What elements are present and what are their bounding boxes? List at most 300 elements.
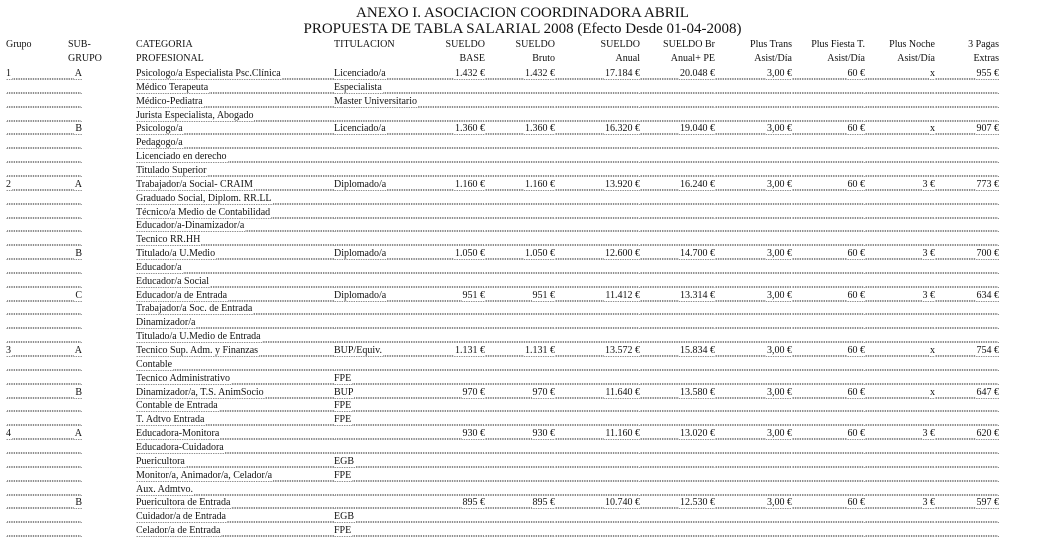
cell-categoria: T. Adtvo Entrada <box>136 413 334 427</box>
cell-pagas-extras <box>935 109 999 123</box>
cell-plus-fiesta <box>792 510 865 524</box>
cell-categoria: Educadora-Cuidadora <box>136 441 334 455</box>
cell-sueldo-anual-pe: 13.580 € <box>640 386 715 400</box>
table-row <box>0 441 1045 455</box>
cell-plus-noche: x <box>865 344 935 358</box>
cell-sueldo-anual: 13.572 € <box>555 344 640 358</box>
cell-plus-trans <box>715 483 792 497</box>
cell-sueldo-anual: 11.160 € <box>555 427 640 441</box>
cell-plus-noche <box>865 275 935 289</box>
cell-sueldo-base: 930 € <box>425 427 485 441</box>
cell-categoria: Educador/a de Entrada <box>136 289 334 303</box>
cell-pagas-extras: 955 € <box>935 67 999 81</box>
document-title: ANEXO I. ASOCIACION COORDINADORA ABRIL <box>356 5 689 21</box>
cell-categoria: Psicologo/a Especialista Psc.Clínica <box>136 67 334 81</box>
cell-plus-fiesta: 60 € <box>792 496 865 510</box>
cell-plus-trans <box>715 192 792 206</box>
cell-sueldo-bruto: 930 € <box>485 427 555 441</box>
cell-categoria: Psicologo/a <box>136 122 334 136</box>
cell-grupo <box>6 81 68 95</box>
cell-titulacion <box>334 358 425 372</box>
cell-titulacion: BUP/Equiv. <box>334 344 425 358</box>
table-row <box>0 316 1045 330</box>
cell-sueldo-base: 1.131 € <box>425 344 485 358</box>
cell-sueldo-bruto <box>485 441 555 455</box>
cell-subgrupo <box>68 233 82 247</box>
cell-pagas-extras <box>935 399 999 413</box>
cell-pagas-extras <box>935 302 999 316</box>
cell-sueldo-anual-pe <box>640 150 715 164</box>
table-row <box>0 455 1045 469</box>
cell-sueldo-bruto <box>485 192 555 206</box>
cell-plus-trans <box>715 233 792 247</box>
table-row <box>0 219 1045 233</box>
cell-grupo: 1 <box>6 67 68 81</box>
cell-sueldo-base <box>425 399 485 413</box>
cell-pagas-extras <box>935 316 999 330</box>
cell-pagas-extras: 647 € <box>935 386 999 400</box>
cell-pagas-extras <box>935 330 999 344</box>
table-row <box>0 136 1045 150</box>
table-row <box>0 247 1045 261</box>
cell-sueldo-anual <box>555 399 640 413</box>
cell-plus-fiesta <box>792 81 865 95</box>
cell-sueldo-anual-pe <box>640 192 715 206</box>
cell-pagas-extras <box>935 95 999 109</box>
cell-grupo <box>6 413 68 427</box>
cell-sueldo-anual <box>555 206 640 220</box>
table-row <box>0 122 1045 136</box>
cell-pagas-extras <box>935 233 999 247</box>
cell-sueldo-base <box>425 192 485 206</box>
cell-grupo <box>6 275 68 289</box>
cell-sueldo-base <box>425 81 485 95</box>
cell-plus-trans <box>715 510 792 524</box>
cell-subgrupo <box>68 261 82 275</box>
header-plus-noche: Plus Noche Asist/Día <box>889 39 935 64</box>
cell-sueldo-bruto <box>485 413 555 427</box>
cell-sueldo-anual-pe: 14.700 € <box>640 247 715 261</box>
cell-sueldo-bruto <box>485 510 555 524</box>
cell-grupo <box>6 524 68 538</box>
cell-plus-noche: 3 € <box>865 496 935 510</box>
cell-grupo <box>6 358 68 372</box>
cell-subgrupo <box>68 330 82 344</box>
cell-sueldo-anual-pe <box>640 261 715 275</box>
cell-sueldo-anual-pe <box>640 455 715 469</box>
cell-subgrupo: B <box>68 247 82 261</box>
cell-titulacion: BUP <box>334 386 425 400</box>
cell-sueldo-anual <box>555 316 640 330</box>
cell-plus-trans <box>715 109 792 123</box>
cell-sueldo-base <box>425 316 485 330</box>
table-row <box>0 261 1045 275</box>
cell-plus-trans <box>715 358 792 372</box>
cell-titulacion <box>334 150 425 164</box>
cell-sueldo-base <box>425 109 485 123</box>
cell-grupo <box>6 386 68 400</box>
cell-sueldo-anual-pe <box>640 219 715 233</box>
cell-plus-trans: 3,00 € <box>715 289 792 303</box>
cell-sueldo-anual-pe <box>640 206 715 220</box>
cell-pagas-extras <box>935 206 999 220</box>
cell-grupo <box>6 330 68 344</box>
cell-plus-noche: 3 € <box>865 289 935 303</box>
cell-plus-trans <box>715 302 792 316</box>
cell-grupo: 2 <box>6 178 68 192</box>
cell-subgrupo: C <box>68 289 82 303</box>
cell-subgrupo <box>68 109 82 123</box>
cell-sueldo-base: 1.432 € <box>425 67 485 81</box>
cell-sueldo-anual: 11.640 € <box>555 386 640 400</box>
cell-subgrupo <box>68 455 82 469</box>
cell-subgrupo <box>68 399 82 413</box>
cell-sueldo-base <box>425 206 485 220</box>
cell-titulacion <box>334 483 425 497</box>
cell-sueldo-bruto <box>485 206 555 220</box>
cell-categoria: Titulado/a U.Medio de Entrada <box>136 330 334 344</box>
cell-sueldo-anual-pe <box>640 524 715 538</box>
cell-sueldo-anual <box>555 413 640 427</box>
cell-grupo <box>6 164 68 178</box>
cell-sueldo-bruto <box>485 81 555 95</box>
cell-categoria: Trabajador/a Soc. de Entrada <box>136 302 334 316</box>
cell-sueldo-anual <box>555 524 640 538</box>
cell-titulacion: FPE <box>334 399 425 413</box>
cell-plus-trans <box>715 150 792 164</box>
cell-plus-fiesta <box>792 455 865 469</box>
cell-plus-trans <box>715 455 792 469</box>
cell-sueldo-anual-pe <box>640 109 715 123</box>
cell-sueldo-anual-pe <box>640 483 715 497</box>
cell-grupo <box>6 150 68 164</box>
cell-subgrupo <box>68 150 82 164</box>
cell-sueldo-bruto <box>485 136 555 150</box>
cell-subgrupo: A <box>68 67 82 81</box>
table-row <box>0 496 1045 510</box>
cell-grupo <box>6 136 68 150</box>
cell-sueldo-base: 895 € <box>425 496 485 510</box>
cell-sueldo-base: 951 € <box>425 289 485 303</box>
cell-titulacion <box>334 261 425 275</box>
cell-subgrupo <box>68 441 82 455</box>
cell-plus-noche: 3 € <box>865 247 935 261</box>
cell-pagas-extras <box>935 441 999 455</box>
cell-pagas-extras: 634 € <box>935 289 999 303</box>
cell-sueldo-anual: 16.320 € <box>555 122 640 136</box>
document-subtitle: PROPUESTA DE TABLA SALARIAL 2008 (Efecto Desde 01-04-2008) <box>303 21 742 37</box>
cell-grupo <box>6 261 68 275</box>
cell-grupo <box>6 455 68 469</box>
cell-sueldo-anual <box>555 109 640 123</box>
cell-sueldo-base <box>425 136 485 150</box>
cell-titulacion <box>334 316 425 330</box>
cell-plus-noche <box>865 109 935 123</box>
cell-plus-trans <box>715 441 792 455</box>
cell-plus-trans <box>715 275 792 289</box>
cell-categoria: Aux. Admtvo. <box>136 483 334 497</box>
cell-sueldo-anual <box>555 275 640 289</box>
table-row <box>0 109 1045 123</box>
cell-plus-fiesta <box>792 150 865 164</box>
cell-sueldo-anual-pe <box>640 399 715 413</box>
cell-categoria: Graduado Social, Diplom. RR.LL <box>136 192 334 206</box>
cell-plus-trans <box>715 524 792 538</box>
cell-pagas-extras <box>935 261 999 275</box>
cell-sueldo-anual-pe: 16.240 € <box>640 178 715 192</box>
cell-titulacion <box>334 136 425 150</box>
cell-plus-noche: 3 € <box>865 427 935 441</box>
cell-pagas-extras <box>935 413 999 427</box>
cell-sueldo-bruto <box>485 109 555 123</box>
cell-sueldo-anual-pe <box>640 302 715 316</box>
cell-subgrupo <box>68 358 82 372</box>
cell-pagas-extras <box>935 136 999 150</box>
cell-plus-trans <box>715 316 792 330</box>
cell-plus-noche <box>865 524 935 538</box>
cell-sueldo-anual <box>555 302 640 316</box>
cell-sueldo-anual <box>555 192 640 206</box>
cell-sueldo-anual-pe <box>640 469 715 483</box>
cell-plus-trans <box>715 206 792 220</box>
cell-grupo <box>6 302 68 316</box>
table-row <box>0 192 1045 206</box>
cell-plus-noche <box>865 150 935 164</box>
cell-sueldo-anual-pe: 13.314 € <box>640 289 715 303</box>
table-row <box>0 469 1045 483</box>
header-pagas-extras: 3 Pagas Extras <box>968 39 999 64</box>
cell-sueldo-bruto <box>485 95 555 109</box>
cell-sueldo-base: 970 € <box>425 386 485 400</box>
cell-plus-noche <box>865 206 935 220</box>
cell-plus-noche <box>865 316 935 330</box>
cell-pagas-extras: 754 € <box>935 344 999 358</box>
cell-subgrupo: B <box>68 496 82 510</box>
cell-categoria: Celador/a de Entrada <box>136 524 334 538</box>
header-sueldo-br-anual-pe: SUELDO Br Anual+ PE <box>663 39 715 64</box>
cell-sueldo-bruto <box>485 399 555 413</box>
table-row <box>0 358 1045 372</box>
cell-sueldo-base: 1.050 € <box>425 247 485 261</box>
cell-categoria: Médico-Pediatra <box>136 95 334 109</box>
cell-sueldo-anual-pe: 15.834 € <box>640 344 715 358</box>
cell-sueldo-anual <box>555 330 640 344</box>
cell-sueldo-anual <box>555 81 640 95</box>
cell-plus-trans <box>715 399 792 413</box>
cell-plus-trans: 3,00 € <box>715 67 792 81</box>
cell-subgrupo <box>68 81 82 95</box>
cell-categoria: Tecnico Administrativo <box>136 372 334 386</box>
cell-sueldo-anual <box>555 233 640 247</box>
cell-titulacion: Diplomado/a <box>334 178 425 192</box>
cell-sueldo-anual <box>555 455 640 469</box>
cell-plus-fiesta <box>792 192 865 206</box>
cell-plus-noche <box>865 302 935 316</box>
table-row <box>0 302 1045 316</box>
cell-sueldo-anual: 10.740 € <box>555 496 640 510</box>
cell-plus-noche <box>865 399 935 413</box>
cell-sueldo-bruto: 1.432 € <box>485 67 555 81</box>
cell-grupo <box>6 122 68 136</box>
cell-sueldo-base <box>425 510 485 524</box>
cell-sueldo-bruto <box>485 233 555 247</box>
cell-sueldo-anual <box>555 372 640 386</box>
cell-subgrupo <box>68 95 82 109</box>
cell-subgrupo: B <box>68 122 82 136</box>
cell-sueldo-anual-pe <box>640 413 715 427</box>
table-row <box>0 386 1045 400</box>
cell-sueldo-anual: 13.920 € <box>555 178 640 192</box>
cell-sueldo-bruto <box>485 302 555 316</box>
table-row <box>0 81 1045 95</box>
cell-pagas-extras <box>935 219 999 233</box>
cell-pagas-extras <box>935 192 999 206</box>
cell-categoria: Puericultora <box>136 455 334 469</box>
cell-sueldo-base <box>425 150 485 164</box>
cell-subgrupo <box>68 206 82 220</box>
cell-plus-fiesta <box>792 330 865 344</box>
cell-plus-trans <box>715 81 792 95</box>
cell-sueldo-base: 1.360 € <box>425 122 485 136</box>
cell-plus-fiesta <box>792 233 865 247</box>
cell-sueldo-base <box>425 95 485 109</box>
cell-sueldo-base: 1.160 € <box>425 178 485 192</box>
cell-categoria: Titulado Superior <box>136 164 334 178</box>
cell-sueldo-bruto <box>485 316 555 330</box>
cell-categoria: Educador/a <box>136 261 334 275</box>
cell-pagas-extras: 773 € <box>935 178 999 192</box>
cell-sueldo-bruto: 1.160 € <box>485 178 555 192</box>
cell-plus-noche: 3 € <box>865 178 935 192</box>
cell-pagas-extras <box>935 150 999 164</box>
cell-grupo <box>6 219 68 233</box>
table-row <box>0 413 1045 427</box>
header-plus-trans: Plus Trans Asist/Día <box>750 39 792 64</box>
cell-plus-fiesta: 60 € <box>792 344 865 358</box>
cell-plus-fiesta <box>792 164 865 178</box>
cell-pagas-extras <box>935 510 999 524</box>
cell-plus-fiesta: 60 € <box>792 289 865 303</box>
cell-grupo <box>6 372 68 386</box>
cell-titulacion: EGB <box>334 455 425 469</box>
header-plus-fiesta: Plus Fiesta T. Asist/Día <box>811 39 865 64</box>
cell-subgrupo <box>68 219 82 233</box>
cell-sueldo-base <box>425 302 485 316</box>
cell-grupo <box>6 247 68 261</box>
cell-subgrupo: A <box>68 344 82 358</box>
table-row <box>0 372 1045 386</box>
cell-titulacion: Especialista <box>334 81 425 95</box>
cell-titulacion <box>334 219 425 233</box>
cell-sueldo-bruto <box>485 261 555 275</box>
cell-sueldo-base <box>425 275 485 289</box>
cell-plus-trans <box>715 469 792 483</box>
cell-sueldo-anual: 11.412 € <box>555 289 640 303</box>
cell-categoria: Monitor/a, Animador/a, Celador/a <box>136 469 334 483</box>
cell-subgrupo <box>68 192 82 206</box>
cell-sueldo-anual-pe <box>640 510 715 524</box>
cell-sueldo-anual-pe <box>640 372 715 386</box>
cell-subgrupo <box>68 164 82 178</box>
cell-pagas-extras: 700 € <box>935 247 999 261</box>
cell-grupo <box>6 95 68 109</box>
cell-plus-fiesta: 60 € <box>792 386 865 400</box>
cell-plus-fiesta <box>792 219 865 233</box>
table-row <box>0 95 1045 109</box>
cell-categoria: Contable de Entrada <box>136 399 334 413</box>
cell-plus-fiesta <box>792 275 865 289</box>
cell-sueldo-anual-pe: 12.530 € <box>640 496 715 510</box>
cell-subgrupo <box>68 469 82 483</box>
cell-subgrupo <box>68 302 82 316</box>
cell-sueldo-bruto <box>485 275 555 289</box>
cell-plus-trans: 3,00 € <box>715 386 792 400</box>
cell-plus-noche: x <box>865 122 935 136</box>
cell-grupo <box>6 469 68 483</box>
table-row <box>0 275 1045 289</box>
header-sueldo-anual: SUELDO Anual <box>600 39 640 64</box>
cell-pagas-extras <box>935 358 999 372</box>
cell-grupo <box>6 206 68 220</box>
cell-plus-fiesta <box>792 483 865 497</box>
cell-pagas-extras <box>935 469 999 483</box>
cell-sueldo-anual-pe <box>640 358 715 372</box>
cell-sueldo-anual <box>555 358 640 372</box>
cell-sueldo-anual-pe <box>640 136 715 150</box>
cell-plus-fiesta <box>792 524 865 538</box>
cell-categoria: Tecnico RR.HH <box>136 233 334 247</box>
cell-titulacion <box>334 192 425 206</box>
cell-categoria: Licenciado en derecho <box>136 150 334 164</box>
table-row <box>0 150 1045 164</box>
cell-plus-noche <box>865 358 935 372</box>
cell-plus-fiesta <box>792 399 865 413</box>
cell-sueldo-bruto <box>485 372 555 386</box>
table-row <box>0 206 1045 220</box>
cell-grupo <box>6 109 68 123</box>
cell-categoria: Cuidador/a de Entrada <box>136 510 334 524</box>
cell-plus-fiesta <box>792 358 865 372</box>
cell-titulacion <box>334 109 425 123</box>
cell-subgrupo: B <box>68 386 82 400</box>
cell-sueldo-bruto: 1.360 € <box>485 122 555 136</box>
cell-plus-trans <box>715 261 792 275</box>
cell-sueldo-anual <box>555 510 640 524</box>
cell-categoria: Trabajador/a Social- CRAIM <box>136 178 334 192</box>
header-subgrupo: SUB- GRUPO <box>68 39 102 64</box>
cell-sueldo-anual <box>555 469 640 483</box>
cell-pagas-extras <box>935 524 999 538</box>
cell-plus-noche <box>865 192 935 206</box>
cell-plus-trans <box>715 95 792 109</box>
cell-grupo <box>6 289 68 303</box>
cell-plus-trans: 3,00 € <box>715 247 792 261</box>
cell-plus-noche <box>865 372 935 386</box>
cell-sueldo-base <box>425 372 485 386</box>
cell-grupo <box>6 510 68 524</box>
cell-plus-noche <box>865 219 935 233</box>
cell-subgrupo <box>68 316 82 330</box>
cell-subgrupo: A <box>68 427 82 441</box>
cell-plus-noche: x <box>865 67 935 81</box>
cell-sueldo-bruto <box>485 483 555 497</box>
cell-sueldo-anual-pe <box>640 316 715 330</box>
cell-titulacion: Licenciado/a <box>334 67 425 81</box>
cell-plus-trans: 3,00 € <box>715 344 792 358</box>
cell-plus-trans <box>715 164 792 178</box>
cell-plus-fiesta <box>792 109 865 123</box>
cell-titulacion: Diplomado/a <box>334 289 425 303</box>
